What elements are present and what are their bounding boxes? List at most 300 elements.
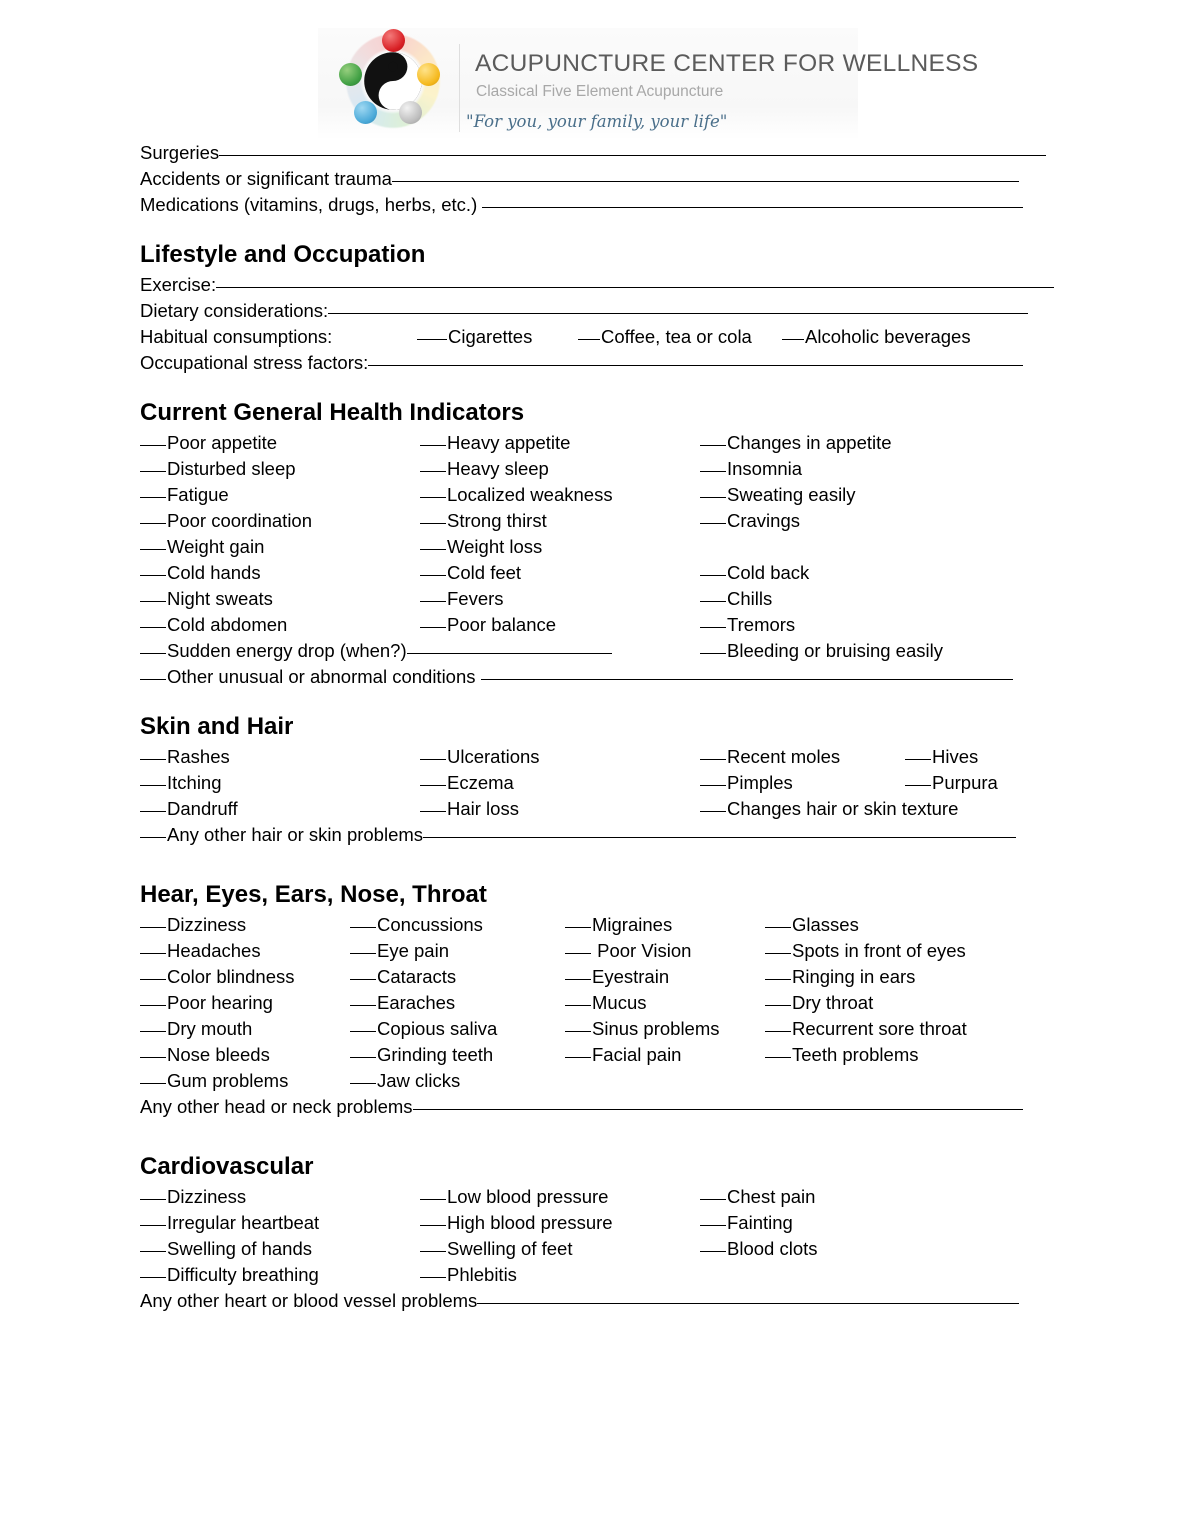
field-other-head-neck-rule[interactable] [413,1095,1023,1110]
table-row [0,770,1187,796]
checkitem-facial-pain[interactable] [565,1042,681,1068]
checkitem-other-conditions[interactable] [140,664,1013,690]
blank-cold-abdomen[interactable] [140,613,166,628]
checkitem-sinus-problems[interactable] [565,1016,720,1042]
blank-fainting[interactable] [700,1211,726,1226]
checkitem-rashes[interactable] [140,744,230,770]
field-habitual-label: Habitual consumptions: [140,326,333,347]
blank-poor-vision[interactable] [565,939,591,954]
checkitem-swelling-of-hands-label: Swelling of hands [167,1238,313,1259]
field-other-head-neck[interactable] [140,1094,1023,1120]
blank-itching[interactable] [140,771,166,786]
table-row [0,430,1187,456]
field-exercise-rule[interactable] [216,272,1054,288]
field-dietary-rule[interactable] [328,298,1028,314]
table-row [0,990,1187,1016]
checkitem-grinding-teeth[interactable] [350,1042,493,1068]
field-other-conditions-rule[interactable] [481,665,1013,680]
checkitem-ringing-in-ears-label: Ringing in ears [792,966,916,987]
blank-sinus-problems[interactable] [565,1017,591,1032]
field-surgeries-rule[interactable] [219,140,1046,156]
checkitem-insomnia[interactable] [700,456,802,482]
blank-concussions[interactable] [350,913,376,928]
brand-tagline: "For you, your family, your life" [466,112,728,131]
checkitem-cravings-label: Cravings [727,510,800,531]
checkitem-cigarettes-label: Cigarettes [448,326,533,347]
blank-irregular-heartbeat[interactable] [140,1211,166,1226]
checkitem-fainting-label: Fainting [727,1212,793,1233]
checkitem-other-skin-hair-label: Any other hair or skin problems [167,824,424,845]
blank-ulcerations[interactable] [420,745,446,760]
blank-chest-pain[interactable] [700,1185,726,1200]
checkitem-ringing-in-ears[interactable] [765,964,915,990]
section-heading-cardiovascular: Cardiovascular [140,1153,314,1180]
checkitem-recent-moles-label: Recent moles [727,746,841,767]
table-row [0,586,1187,612]
blank-color-blindness[interactable] [140,965,166,980]
logo-dot-water-blue [354,101,377,124]
checkitem-disturbed-sleep[interactable] [140,456,296,482]
blank-localized-weakness[interactable] [420,483,446,498]
checkitem-cold-abdomen-label: Cold abdomen [167,614,288,635]
checkitem-cigarettes[interactable] [417,324,532,350]
row-other-cardiovascular [0,1288,1187,1314]
checkitem-other-skin-hair[interactable] [140,822,1016,848]
checkitem-sudden-energy-drop[interactable] [140,638,612,664]
checkitem-itching[interactable] [140,770,222,796]
blank-changes-appetite[interactable] [700,431,726,446]
checkitem-coffee-label: Coffee, tea or cola [601,326,752,347]
checkitem-coffee[interactable] [578,324,752,350]
blank-cravings[interactable] [700,509,726,524]
checkitem-poor-appetite-label: Poor appetite [167,432,278,453]
table-row [0,508,1187,534]
blank-phlebitis[interactable] [420,1263,446,1278]
checkitem-glasses-label: Glasses [792,914,859,935]
checkitem-localized-weakness-label: Localized weakness [447,484,613,505]
checkitem-poor-hearing[interactable] [140,990,273,1016]
checkitem-gum-problems-label: Gum problems [167,1070,289,1091]
field-occupational-stress-rule[interactable] [368,350,1023,366]
checkitem-alcohol[interactable] [782,324,971,350]
blank-heavy-sleep[interactable] [420,457,446,472]
checkitem-earaches[interactable] [350,990,455,1016]
blank-eczema[interactable] [420,771,446,786]
field-medications-label: Medications (vitamins, drugs, herbs, etc.) [140,194,483,215]
checkitem-chest-pain[interactable] [700,1184,815,1210]
checkitem-tremors[interactable] [700,612,795,638]
field-medications-rule[interactable] [482,192,1023,208]
five-element-logo [337,27,449,139]
checkitem-headaches[interactable] [140,938,261,964]
checkitem-jaw-clicks-label: Jaw clicks [377,1070,461,1091]
checkitem-cold-back[interactable] [700,560,809,586]
blank-other-skin-hair[interactable] [140,823,166,838]
table-row [0,964,1187,990]
blank-poor-hearing[interactable] [140,991,166,1006]
row-other-skin-hair [0,822,1187,848]
blank-swelling-of-hands[interactable] [140,1237,166,1252]
blank-rashes[interactable] [140,745,166,760]
checkitem-gum-problems[interactable] [140,1068,288,1094]
checkitem-mucus[interactable] [565,990,647,1016]
checkitem-swelling-of-hands[interactable] [140,1236,312,1262]
table-row [0,560,1187,586]
checkitem-eyestrain-label: Eyestrain [592,966,670,987]
blank-ringing-in-ears[interactable] [765,965,791,980]
checkitem-changes-appetite-label: Changes in appetite [727,432,892,453]
row-sudden-energy-drop [0,638,1187,664]
checkitem-ulcerations[interactable] [420,744,540,770]
checkitem-spots-in-front-of-eyes[interactable] [765,938,966,964]
checkitem-fevers-label: Fevers [447,588,504,609]
checkitem-recurrent-sore-throat[interactable] [765,1016,967,1042]
table-row [0,456,1187,482]
checkitem-chest-pain-label: Chest pain [727,1186,816,1207]
checkitem-bleeding-bruising-label: Bleeding or bruising easily [727,640,943,661]
blank-dry-mouth[interactable] [140,1017,166,1032]
checkitem-cold-feet[interactable] [420,560,521,586]
checkitem-teeth-problems[interactable] [765,1042,918,1068]
checkitem-purpura-label: Purpura [932,772,998,793]
checkitem-eczema-label: Eczema [447,772,514,793]
checkitem-alcohol-label: Alcoholic beverages [805,326,971,347]
checkitem-low-blood-pressure[interactable] [420,1184,608,1210]
checkitem-cold-hands-label: Cold hands [167,562,261,583]
blank-high-blood-pressure[interactable] [420,1211,446,1226]
checkitem-cataracts[interactable] [350,964,456,990]
blank-cataracts[interactable] [350,965,376,980]
checkitem-eyestrain[interactable] [565,964,669,990]
field-accidents-label: Accidents or significant trauma [140,168,392,189]
checkitem-eczema[interactable] [420,770,514,796]
checkitem-copious-saliva-label: Copious saliva [377,1018,498,1039]
logo-dot-fire-red [382,29,405,52]
table-row [0,612,1187,638]
field-accidents-rule[interactable] [392,166,1019,182]
field-exercise[interactable] [0,272,1187,298]
logo-dot-wood-green [339,63,362,86]
checkitem-pimples[interactable] [700,770,793,796]
checkitem-cataracts-label: Cataracts [377,966,457,987]
checkitem-hair-loss[interactable] [420,796,519,822]
blank-sweating-easily[interactable] [700,483,726,498]
checkitem-copious-saliva[interactable] [350,1016,497,1042]
checkitem-dry-mouth-label: Dry mouth [167,1018,253,1039]
checkitem-migraines-label: Migraines [592,914,673,935]
checkitem-insomnia-label: Insomnia [727,458,803,479]
checkitem-nose-bleeds-label: Nose bleeds [167,1044,270,1065]
checkitem-poor-vision[interactable] [565,938,691,964]
checkitem-color-blindness[interactable] [140,964,295,990]
checkitem-changes-appetite[interactable] [700,430,892,456]
checkitem-cravings[interactable] [700,508,800,534]
blank-migraines[interactable] [565,913,591,928]
blank-purpura[interactable] [905,771,931,786]
checkitem-high-blood-pressure-label: High blood pressure [447,1212,613,1233]
checkitem-weight-loss-label: Weight loss [447,536,543,557]
field-dietary-label: Dietary considerations: [140,300,329,321]
blank-glasses[interactable] [765,913,791,928]
blank-teeth-problems[interactable] [765,1043,791,1058]
blank-heavy-appetite[interactable] [420,431,446,446]
blank-mucus[interactable] [565,991,591,1006]
section-heading-lifestyle: Lifestyle and Occupation [140,241,426,268]
row-other-head-neck [0,1094,1187,1120]
checkitem-sweating-easily[interactable] [700,482,856,508]
logo-dot-earth-yellow [417,63,440,86]
checkitem-poor-coordination[interactable] [140,508,312,534]
checkitem-strong-thirst[interactable] [420,508,547,534]
checkitem-headaches-label: Headaches [167,940,261,961]
checkitem-high-blood-pressure[interactable] [420,1210,613,1236]
checkitem-changes-hair-skin-texture-label: Changes hair or skin texture [727,798,959,819]
checkitem-dizziness-heent-label: Dizziness [167,914,247,935]
field-occupational-stress-label: Occupational stress factors: [140,352,369,373]
checkitem-hair-loss-label: Hair loss [447,798,519,819]
checkitem-swelling-of-feet[interactable] [420,1236,572,1262]
checkitem-night-sweats-label: Night sweats [167,588,273,609]
blank-pimples[interactable] [700,771,726,786]
table-row [0,1184,1187,1210]
checkitem-tremors-label: Tremors [727,614,796,635]
checkitem-teeth-problems-label: Teeth problems [792,1044,919,1065]
blank-dry-throat[interactable] [765,991,791,1006]
row-habitual-consumptions [0,324,1187,350]
brand-subtitle: Classical Five Element Acupuncture [476,83,724,100]
blank-spots-in-front-of-eyes[interactable] [765,939,791,954]
field-medications[interactable] [0,192,1187,218]
checkitem-earaches-label: Earaches [377,992,456,1013]
blank-fevers[interactable] [420,587,446,602]
blank-chills[interactable] [700,587,726,602]
checkitem-hives-label: Hives [932,746,979,767]
blank-tremors[interactable] [700,613,726,628]
field-other-cardiovascular[interactable] [140,1288,1019,1314]
checkitem-fevers[interactable] [420,586,504,612]
checkitem-dandruff-label: Dandruff [167,798,238,819]
table-row [0,1262,1187,1288]
checkitem-poor-coordination-label: Poor coordination [167,510,313,531]
blank-fatigue[interactable] [140,483,166,498]
checkitem-weight-gain-label: Weight gain [167,536,265,557]
checkitem-concussions[interactable] [350,912,483,938]
checkitem-dry-throat-label: Dry throat [792,992,874,1013]
blank-recent-moles[interactable] [700,745,726,760]
checkitem-eye-pain-label: Eye pain [377,940,449,961]
checkitem-poor-hearing-label: Poor hearing [167,992,273,1013]
blank-hair-loss[interactable] [420,797,446,812]
field-surgeries[interactable] [0,140,1187,166]
field-exercise-label: Exercise: [140,274,217,295]
logo-divider [459,44,460,132]
table-row [0,1042,1187,1068]
field-dietary[interactable] [0,298,1187,324]
blank-disturbed-sleep[interactable] [140,457,166,472]
row-other-general-conditions [0,664,1187,690]
checkitem-jaw-clicks[interactable] [350,1068,460,1094]
blank-changes-hair-skin-texture[interactable] [700,797,726,812]
blank-alcohol[interactable] [782,325,804,340]
checkitem-dizziness-heent[interactable] [140,912,246,938]
checkitem-swelling-of-feet-label: Swelling of feet [447,1238,573,1259]
blank-eyestrain[interactable] [565,965,591,980]
checkitem-sinus-problems-label: Sinus problems [592,1018,720,1039]
checkitem-irregular-heartbeat-label: Irregular heartbeat [167,1212,320,1233]
checkitem-mucus-label: Mucus [592,992,647,1013]
checkitem-strong-thirst-label: Strong thirst [447,510,547,531]
checkitem-rashes-label: Rashes [167,746,230,767]
blank-weight-loss[interactable] [420,535,446,550]
blank-difficulty-breathing[interactable] [140,1263,166,1278]
blank-jaw-clicks[interactable] [350,1069,376,1084]
checkitem-recurrent-sore-throat-label: Recurrent sore throat [792,1018,967,1039]
field-occupational-stress[interactable] [0,350,1187,376]
checkitem-dry-mouth[interactable] [140,1016,252,1042]
blank-bleeding-bruising[interactable] [700,639,726,654]
checkitem-color-blindness-label: Color blindness [167,966,295,987]
checkitem-dandruff[interactable] [140,796,238,822]
checkitem-facial-pain-label: Facial pain [592,1044,682,1065]
field-surgeries-label: Surgeries [140,142,220,163]
blank-recurrent-sore-throat[interactable] [765,1017,791,1032]
blank-facial-pain[interactable] [565,1043,591,1058]
blank-dizziness-heent[interactable] [140,913,166,928]
checkitem-poor-balance-label: Poor balance [447,614,557,635]
table-row [0,744,1187,770]
checkitem-dry-throat[interactable] [765,990,873,1016]
section-heading-general-health: Current General Health Indicators [140,399,525,426]
field-other-cardiovascular-label: Any other heart or blood vessel problems [140,1290,478,1311]
checkitem-dizziness-cv[interactable] [140,1184,246,1210]
table-row [0,1016,1187,1042]
checkitem-blood-clots-label: Blood clots [727,1238,818,1259]
checkitem-nose-bleeds[interactable] [140,1042,270,1068]
checkitem-hives[interactable] [905,744,978,770]
checkitem-dizziness-cv-label: Dizziness [167,1186,247,1207]
section-heading-skin-hair: Skin and Hair [140,713,294,740]
brand-title: ACUPUNCTURE CENTER FOR WELLNESS [475,50,979,77]
checkitem-changes-hair-skin-texture[interactable] [700,796,958,822]
blank-low-blood-pressure[interactable] [420,1185,446,1200]
checkitem-difficulty-breathing-label: Difficulty breathing [167,1264,319,1285]
intake-form-sheet [0,140,1187,1314]
checkitem-purpura[interactable] [905,770,998,796]
table-row [0,1210,1187,1236]
checkitem-irregular-heartbeat[interactable] [140,1210,319,1236]
checkitem-heavy-sleep-label: Heavy sleep [447,458,549,479]
checkitem-migraines[interactable] [565,912,672,938]
field-other-head-neck-label: Any other head or neck problems [140,1096,413,1117]
blank-cold-back[interactable] [700,561,726,576]
blank-cold-hands[interactable] [140,561,166,576]
blank-blood-clots[interactable] [700,1237,726,1252]
checkitem-localized-weakness[interactable] [420,482,613,508]
blank-dizziness-cv[interactable] [140,1185,166,1200]
blank-cold-feet[interactable] [420,561,446,576]
blank-poor-appetite[interactable] [140,431,166,446]
checkitem-recent-moles[interactable] [700,744,840,770]
table-row [0,534,1187,560]
checkitem-difficulty-breathing[interactable] [140,1262,319,1288]
field-sudden-energy-rule[interactable] [407,639,612,654]
checkitem-heavy-appetite-label: Heavy appetite [447,432,571,453]
checkitem-sudden-energy-drop-label: Sudden energy drop (when?) [167,640,407,661]
field-other-cardiovascular-rule[interactable] [477,1289,1019,1304]
section-heading-heent: Hear, Eyes, Ears, Nose, Throat [140,881,487,908]
blank-insomnia[interactable] [700,457,726,472]
checkitem-grinding-teeth-label: Grinding teeth [377,1044,494,1065]
blank-poor-coordination[interactable] [140,509,166,524]
blank-dandruff[interactable] [140,797,166,812]
blank-strong-thirst[interactable] [420,509,446,524]
logo-dot-metal-gray [399,101,422,124]
blank-other-conditions[interactable] [140,665,166,680]
checkitem-chills[interactable] [700,586,772,612]
field-other-skin-hair-rule[interactable] [423,823,1016,838]
checkitem-cold-back-label: Cold back [727,562,810,583]
checkitem-poor-appetite[interactable] [140,430,277,456]
checkitem-cold-hands[interactable] [140,560,261,586]
checkitem-cold-feet-label: Cold feet [447,562,522,583]
checkitem-phlebitis-label: Phlebitis [447,1264,517,1285]
blank-earaches[interactable] [350,991,376,1006]
table-row [0,912,1187,938]
checkitem-itching-label: Itching [167,772,222,793]
table-row [0,1236,1187,1262]
blank-grinding-teeth[interactable] [350,1043,376,1058]
blank-headaches[interactable] [140,939,166,954]
checkitem-concussions-label: Concussions [377,914,483,935]
field-accidents[interactable] [0,166,1187,192]
blank-sudden-energy-drop[interactable] [140,639,166,654]
checkitem-glasses[interactable] [765,912,859,938]
blank-coffee[interactable] [578,325,600,340]
checkitem-fainting[interactable] [700,1210,793,1236]
checkitem-weight-loss[interactable] [420,534,542,560]
checkitem-ulcerations-label: Ulcerations [447,746,540,767]
blank-poor-balance[interactable] [420,613,446,628]
checkitem-low-blood-pressure-label: Low blood pressure [447,1186,609,1207]
blank-eye-pain[interactable] [350,939,376,954]
checkitem-night-sweats[interactable] [140,586,273,612]
table-row [0,938,1187,964]
checkitem-phlebitis[interactable] [420,1262,517,1288]
blank-swelling-of-feet[interactable] [420,1237,446,1252]
blank-hives[interactable] [905,745,931,760]
checkitem-eye-pain[interactable] [350,938,449,964]
checkitem-bleeding-bruising[interactable] [700,638,943,664]
checkitem-poor-balance[interactable] [420,612,556,638]
blank-night-sweats[interactable] [140,587,166,602]
blank-copious-saliva[interactable] [350,1017,376,1032]
checkitem-sweating-easily-label: Sweating easily [727,484,856,505]
checkitem-blood-clots[interactable] [700,1236,818,1262]
checkitem-pimples-label: Pimples [727,772,793,793]
blank-gum-problems[interactable] [140,1069,166,1084]
blank-cigarettes[interactable] [417,325,447,340]
blank-weight-gain[interactable] [140,535,166,550]
checkitem-weight-gain[interactable] [140,534,264,560]
checkitem-fatigue[interactable] [140,482,229,508]
checkitem-other-conditions-label: Other unusual or abnormal conditions [167,666,481,687]
checkitem-cold-abdomen[interactable] [140,612,287,638]
checkitem-heavy-sleep[interactable] [420,456,549,482]
checkitem-heavy-appetite[interactable] [420,430,570,456]
blank-nose-bleeds[interactable] [140,1043,166,1058]
table-row [0,796,1187,822]
checkitem-disturbed-sleep-label: Disturbed sleep [167,458,296,479]
